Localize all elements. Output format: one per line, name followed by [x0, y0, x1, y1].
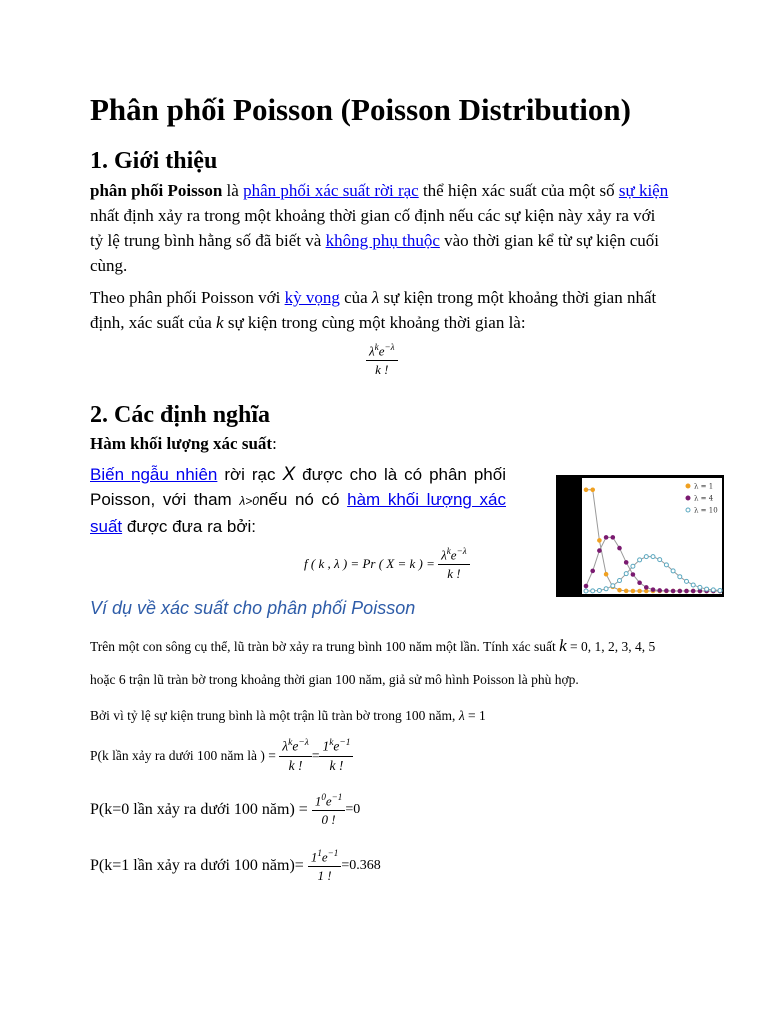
eq1-denominator-2: k !: [329, 757, 344, 773]
x-symbol: X: [282, 464, 296, 485]
data-point: [624, 572, 628, 576]
lambda-positive: λ>0: [239, 494, 259, 508]
data-point: [638, 589, 642, 593]
intro-text-1: là: [222, 181, 244, 200]
eq2-denominator: 0 !: [321, 812, 336, 828]
pmf-heading-text: Hàm khối lượng xác suất: [90, 434, 273, 453]
theo-text-2: của: [339, 288, 372, 307]
eq3-one: 1: [310, 849, 318, 865]
data-point: [651, 555, 655, 559]
data-point: [658, 558, 662, 562]
pmf-heading-colon: :: [272, 434, 277, 453]
eq1-exp-k: k: [288, 738, 293, 748]
data-point: [664, 589, 668, 593]
data-point: [644, 555, 648, 559]
data-point: [584, 584, 588, 588]
data-point: [591, 488, 595, 492]
eq1-lambda: λ: [282, 738, 289, 754]
legend-marker: [686, 496, 690, 500]
pmf-formula-e: e: [450, 547, 457, 563]
data-point: [618, 546, 622, 550]
section-heading-definitions: 2. Các định nghĩa: [90, 402, 271, 428]
pmf-formula-denominator: k !: [447, 566, 461, 582]
pmf-heading: [90, 434, 277, 454]
p1-k-symbol: k: [559, 636, 567, 655]
pmf-formula-lhs: f ( k , λ ) = Pr ( X = k ) =: [304, 556, 435, 572]
data-point: [705, 587, 709, 591]
link-expectation[interactable]: kỳ vọng: [284, 288, 340, 307]
eq2-exp-0: 0: [321, 792, 326, 802]
data-point: [618, 579, 622, 583]
pmf-formula-lambda: λ: [441, 547, 447, 563]
data-point: [698, 585, 702, 589]
expectation-paragraph: [90, 285, 670, 335]
poisson-chart-svg: [556, 475, 724, 597]
eq1-label: P(k lần xảy ra dưới 100 năm là ) =: [90, 747, 276, 763]
data-point: [611, 535, 615, 539]
eq2-e: e: [325, 793, 332, 809]
pmf-text-2: được cho là có phân phối Poisson, với tham: [90, 465, 506, 509]
data-point: [591, 569, 595, 573]
example-heading: Ví dụ về xác suất cho phân phối Poisson: [90, 598, 416, 618]
link-pmf[interactable]: hàm khối lượng xác suất: [90, 490, 506, 536]
eq3-exp-minus-one: −1: [327, 848, 339, 858]
data-point: [584, 589, 588, 593]
eq3-e: e: [321, 849, 328, 865]
legend-label: λ = 1: [694, 482, 714, 491]
equation-k1: [90, 848, 381, 884]
data-point: [604, 572, 608, 576]
intro-formula: [366, 342, 398, 378]
eq1-exp-lambda: −λ: [298, 738, 309, 748]
eq1-exp-minus-one: −1: [339, 738, 351, 748]
pmf-text-3: nếu nó có: [258, 490, 348, 509]
k-symbol: k: [216, 313, 224, 332]
link-random-variable[interactable]: Biến ngẫu nhiên: [90, 465, 218, 484]
eq3-label: P(k=1 lần xảy ra dưới 100 năm)=: [90, 857, 304, 875]
eq3-result: =0.368: [341, 858, 381, 874]
intro-text-4: vào thời gian kể từ sự kiện cuối cùng.: [90, 231, 659, 275]
eq2-result: =0: [345, 802, 361, 818]
data-point: [604, 535, 608, 539]
theo-text-4: sự kiện trong cùng một khoảng thời gian là:: [223, 313, 526, 332]
p3-lambda: λ: [458, 708, 465, 723]
data-point: [631, 589, 635, 593]
pmf-formula-exp-lambda: −λ: [456, 546, 467, 556]
data-point: [597, 538, 601, 542]
p1-text-a: Trên một con sông cụ thể, lũ tràn bờ xảy ra trung bình 100 năm một lần. Tính xác suất: [90, 639, 560, 654]
p3-text-b: = 1: [464, 708, 486, 723]
eq2-exp-minus-one: −1: [331, 792, 343, 802]
section-heading-intro: 1. Giới thiệu: [90, 148, 218, 174]
data-point: [664, 563, 668, 567]
lambda-symbol: λ: [371, 288, 380, 307]
link-event[interactable]: sự kiện: [618, 181, 669, 200]
data-point: [651, 588, 655, 592]
intro-paragraph: [90, 178, 670, 278]
eq3-denominator: 1 !: [317, 868, 332, 884]
intro-bold-term: phân phối Poisson: [90, 181, 223, 200]
data-point: [624, 560, 628, 564]
theo-text-3: sự kiện trong một khoảng thời gian nhất định, xác suất của: [90, 288, 657, 332]
data-point: [685, 579, 689, 583]
equation-k0: [90, 792, 360, 828]
data-point: [691, 583, 695, 587]
eq2-one: 1: [314, 793, 322, 809]
legend-label: λ = 10: [694, 506, 718, 515]
theo-text-1: Theo phân phối Poisson với: [90, 288, 285, 307]
data-point: [644, 585, 648, 589]
p3-text-a: Bởi vì tỷ lệ sự kiện trung bình là một trận lũ tràn bờ trong 100 năm,: [90, 708, 459, 723]
legend-label: λ = 4: [694, 494, 714, 503]
data-point: [718, 588, 722, 592]
example-paragraph-1: [90, 636, 655, 656]
data-point: [624, 589, 628, 593]
formula-denominator: k !: [375, 362, 389, 378]
intro-text-3: nhất định xảy ra trong một khoảng thời gian cố định nếu các sự kiện này xảy ra với tỷ lệ trung bình hằng số đã biết và: [90, 206, 656, 250]
pmf-paragraph: [90, 462, 506, 539]
pmf-text-4: được đưa ra bởi:: [122, 517, 257, 536]
data-point: [631, 564, 635, 568]
data-point: [604, 587, 608, 591]
legend-marker: [686, 508, 690, 512]
data-point: [678, 575, 682, 579]
data-point: [678, 589, 682, 593]
data-point: [711, 588, 715, 592]
intro-text-2: thể hiện xác suất của một số: [418, 181, 619, 200]
eq1-one: 1: [322, 738, 330, 754]
link-independent[interactable]: không phụ thuộc: [325, 231, 440, 250]
poisson-chart: [556, 475, 724, 597]
pmf-formula: [304, 546, 470, 582]
data-point: [591, 589, 595, 593]
eq1-e: e: [292, 738, 299, 754]
formula-exp-lambda: −λ: [384, 342, 395, 352]
data-point: [638, 581, 642, 585]
eq1-denominator-1: k !: [288, 757, 303, 773]
data-point: [691, 589, 695, 593]
eq3-exp-1: 1: [317, 848, 322, 858]
data-point: [631, 573, 635, 577]
formula-e: e: [378, 343, 385, 359]
formula-lambda: λ: [369, 343, 375, 359]
example-paragraph-3: [90, 708, 486, 724]
data-point: [618, 588, 622, 592]
pmf-text-1: rời rạc: [217, 465, 283, 484]
data-point: [611, 584, 615, 588]
data-point: [658, 588, 662, 592]
eq1-e-2: e: [333, 738, 340, 754]
data-point: [597, 588, 601, 592]
legend-marker: [686, 484, 690, 488]
eq2-label: P(k=0 lần xảy ra dưới 100 năm) =: [90, 801, 308, 819]
data-point: [638, 558, 642, 562]
example-paragraph-2: hoặc 6 trận lũ tràn bờ trong khoảng thời gian 100 năm, giả sử mô hình Poisson là phù hợp.: [90, 672, 579, 687]
link-discrete-distribution[interactable]: phân phối xác suất rời rạc: [243, 181, 419, 200]
data-point: [671, 589, 675, 593]
formula-exp-k: k: [374, 342, 379, 352]
eq1-exp-k-2: k: [329, 738, 334, 748]
pmf-formula-exp-k: k: [446, 546, 451, 556]
data-point: [671, 569, 675, 573]
data-point: [597, 549, 601, 553]
equation-general: [90, 738, 353, 774]
p1-text-b: = 0, 1, 2, 3, 4, 5: [566, 639, 656, 654]
data-point: [584, 488, 588, 492]
page-title: Phân phối Poisson (Poisson Distribution): [90, 92, 631, 127]
eq1-equals: =: [311, 747, 320, 763]
data-point: [685, 589, 689, 593]
